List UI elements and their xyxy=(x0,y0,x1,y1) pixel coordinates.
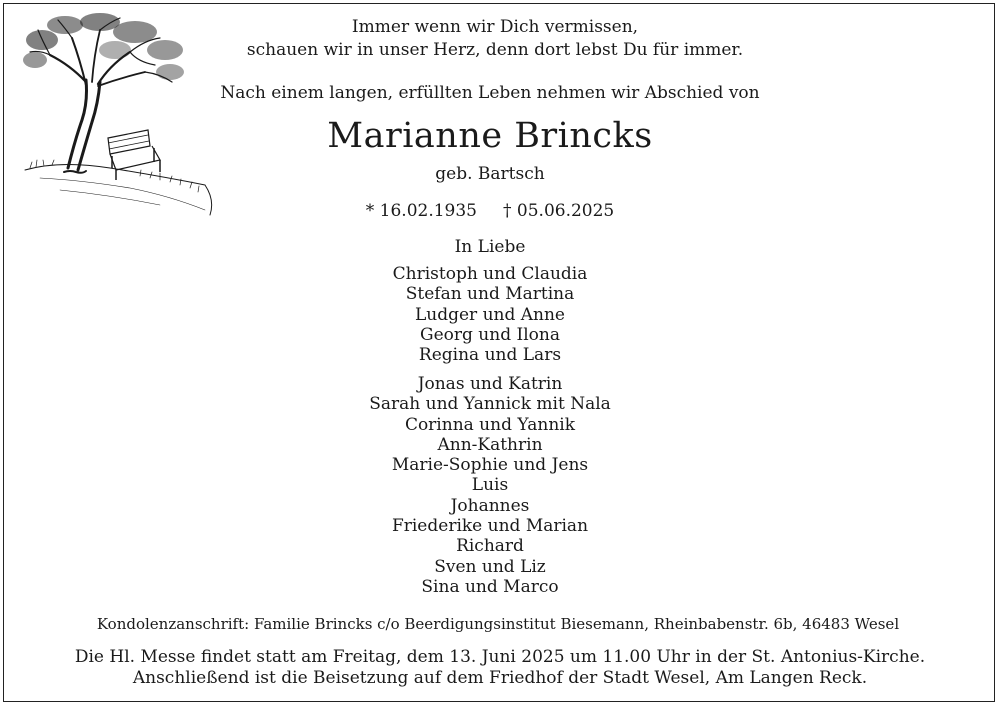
list-item: Christoph und Claudia xyxy=(392,264,588,284)
deceased-name: Marianne Brincks xyxy=(327,116,653,156)
condolence-address: Kondolenzanschrift: Familie Brincks c/o Beerdigungsinstitut Biesemann, Rheinbabenstr. 6b, 46483 Wesel xyxy=(96,615,900,633)
list-item: Georg und Ilona xyxy=(420,324,560,345)
birth-date: * 16.02.1935 xyxy=(365,201,477,221)
farewell-line: Nach einem langen, erfüllten Leben nehmen wir Abschied von xyxy=(220,83,760,103)
list-item: Richard xyxy=(456,536,524,557)
list-item: Sven und Liz xyxy=(434,556,546,577)
children-list xyxy=(0,264,990,365)
service-line-2: Anschließend ist die Beisetzung auf dem Friedhof der Stadt Wesel, Am Langen Reck. xyxy=(132,668,868,688)
life-dates xyxy=(0,200,990,222)
list-item: Ann-Kathrin xyxy=(437,434,543,455)
intro-verse xyxy=(0,16,1000,62)
intro-line-1: Immer wenn wir Dich vermissen, xyxy=(351,17,639,37)
list-item: Sarah und Yannick mit Nala xyxy=(369,394,611,415)
list-item: Luis xyxy=(471,475,509,496)
list-item: Stefan und Martina xyxy=(405,284,575,305)
maiden-name: geb. Bartsch xyxy=(435,164,545,184)
grandchildren-list xyxy=(0,374,990,597)
list-item: Regina und Lars xyxy=(418,345,562,366)
list-item: Corinna und Yannik xyxy=(404,414,576,435)
death-date: † 05.06.2025 xyxy=(503,201,615,221)
list-item: Jonas und Katrin xyxy=(417,374,563,394)
intro-line-2: schauen wir in unser Herz, denn dort lebst Du für immer. xyxy=(246,40,744,60)
service-info xyxy=(0,647,1000,689)
list-item: Ludger und Anne xyxy=(414,304,565,325)
service-line-1: Die Hl. Messe findet statt am Freitag, dem 13. Juni 2025 um 11.00 Uhr in der St. Antonius-Kirche. xyxy=(74,647,926,667)
list-item: Sina und Marco xyxy=(421,576,559,597)
list-item: Johannes xyxy=(450,495,530,516)
in-love-line: In Liebe xyxy=(454,237,526,257)
list-item: Marie-Sophie und Jens xyxy=(391,455,589,476)
list-item: Friederike und Marian xyxy=(391,516,589,537)
